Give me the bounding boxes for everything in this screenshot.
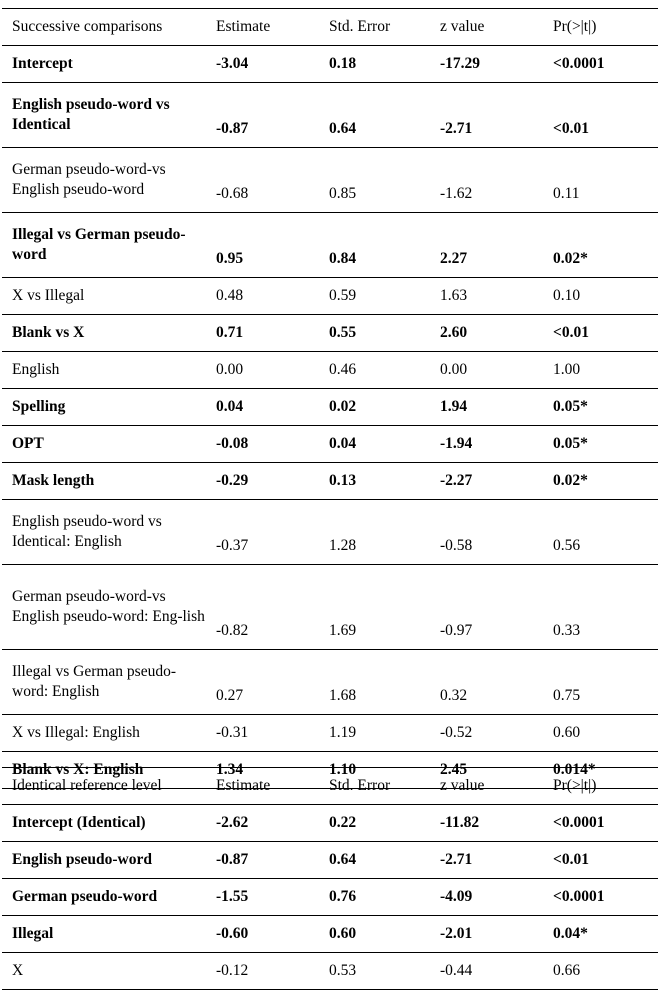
value-cell: 0.04 xyxy=(206,389,319,426)
row-label-cell: Mask length xyxy=(2,463,206,500)
value-cell: 0.014* xyxy=(543,752,658,789)
row-label-cell: English pseudo-word vs Identical xyxy=(2,83,206,148)
table-row xyxy=(2,46,658,83)
row-label-cell: Blank vs X xyxy=(2,315,206,352)
header-cell: Identical reference level xyxy=(2,768,206,805)
row-label-cell: OPT xyxy=(2,426,206,463)
row-label-cell: Spelling xyxy=(2,389,206,426)
value-cell: 0.53 xyxy=(319,953,430,990)
value-cell: 0.33 xyxy=(543,565,658,650)
table-row xyxy=(2,352,658,389)
value-cell: 0.00 xyxy=(206,352,319,389)
value-cell: 0.27 xyxy=(206,650,319,715)
value-cell: 1.94 xyxy=(430,389,543,426)
value-cell: 1.34 xyxy=(206,752,319,789)
value-cell: 0.13 xyxy=(319,463,430,500)
value-cell: 0.04* xyxy=(543,916,658,953)
value-cell: -0.97 xyxy=(430,565,543,650)
header-cell: z value xyxy=(430,768,543,805)
value-cell: -0.44 xyxy=(430,953,543,990)
header-cell: Estimate xyxy=(206,768,319,805)
value-cell: -0.08 xyxy=(206,426,319,463)
value-cell: 0.18 xyxy=(319,46,430,83)
value-cell: -11.82 xyxy=(430,805,543,842)
row-label-cell: Blank vs X: English xyxy=(2,752,206,789)
value-cell: <0.0001 xyxy=(543,46,658,83)
value-cell: 1.28 xyxy=(319,500,430,565)
successive-comparisons-table xyxy=(2,8,658,789)
value-cell: 1.00 xyxy=(543,352,658,389)
value-cell: 1.19 xyxy=(319,715,430,752)
value-cell: -3.04 xyxy=(206,46,319,83)
table-row xyxy=(2,879,658,916)
table-row xyxy=(2,389,658,426)
row-label-cell: Illegal vs German pseudo-word: English xyxy=(2,650,206,715)
value-cell: <0.01 xyxy=(543,83,658,148)
value-cell: 2.60 xyxy=(430,315,543,352)
header-cell: Successive comparisons xyxy=(2,9,206,46)
value-cell: 0.56 xyxy=(543,500,658,565)
row-label-cell: Illegal vs German pseudo-word xyxy=(2,213,206,278)
table-row xyxy=(2,426,658,463)
value-cell: -0.60 xyxy=(206,916,319,953)
value-cell: 0.64 xyxy=(319,83,430,148)
header-cell: Estimate xyxy=(206,9,319,46)
value-cell: 0.75 xyxy=(543,650,658,715)
value-cell: 0.59 xyxy=(319,278,430,315)
value-cell: 0.60 xyxy=(319,916,430,953)
table-row xyxy=(2,278,658,315)
row-label-cell: X vs Illegal: English xyxy=(2,715,206,752)
value-cell: -0.29 xyxy=(206,463,319,500)
value-cell: 0.04 xyxy=(319,426,430,463)
value-cell: -0.82 xyxy=(206,565,319,650)
value-cell: 0.64 xyxy=(319,842,430,879)
value-cell: 2.45 xyxy=(430,752,543,789)
row-label-cell: X xyxy=(2,953,206,990)
value-cell: 0.85 xyxy=(319,148,430,213)
row-label-cell: German pseudo-word-vs English pseudo-word: Eng-lish xyxy=(2,565,206,650)
value-cell: 0.32 xyxy=(430,650,543,715)
value-cell: -0.31 xyxy=(206,715,319,752)
value-cell: 1.63 xyxy=(430,278,543,315)
row-label-cell: Illegal xyxy=(2,916,206,953)
value-cell: -2.27 xyxy=(430,463,543,500)
value-cell: -17.29 xyxy=(430,46,543,83)
value-cell: -0.52 xyxy=(430,715,543,752)
row-label-cell: X vs Illegal xyxy=(2,278,206,315)
identical-reference-table xyxy=(2,767,658,990)
value-cell: -2.01 xyxy=(430,916,543,953)
value-cell: <0.0001 xyxy=(543,805,658,842)
table-row xyxy=(2,463,658,500)
table-row xyxy=(2,500,658,565)
table-row xyxy=(2,565,658,650)
table-row xyxy=(2,916,658,953)
row-label-cell: German pseudo-word-vs English pseudo-word xyxy=(2,148,206,213)
value-cell: 0.10 xyxy=(543,278,658,315)
value-cell: 0.02* xyxy=(543,463,658,500)
value-cell: 0.02* xyxy=(543,213,658,278)
value-cell: 1.69 xyxy=(319,565,430,650)
value-cell: -2.71 xyxy=(430,83,543,148)
header-cell: Pr(>|t|) xyxy=(543,9,658,46)
value-cell: 2.27 xyxy=(430,213,543,278)
value-cell: 0.46 xyxy=(319,352,430,389)
row-label-cell: English xyxy=(2,352,206,389)
value-cell: -0.68 xyxy=(206,148,319,213)
table-row xyxy=(2,315,658,352)
row-label-cell: German pseudo-word xyxy=(2,879,206,916)
table-row xyxy=(2,805,658,842)
value-cell: 0.60 xyxy=(543,715,658,752)
value-cell: <0.01 xyxy=(543,315,658,352)
table-row xyxy=(2,213,658,278)
table-row xyxy=(2,715,658,752)
value-cell: 0.84 xyxy=(319,213,430,278)
value-cell: 0.22 xyxy=(319,805,430,842)
value-cell: 0.05* xyxy=(543,426,658,463)
value-cell: 0.71 xyxy=(206,315,319,352)
table-row xyxy=(2,953,658,990)
value-cell: <0.01 xyxy=(543,842,658,879)
header-cell: Std. Error xyxy=(319,768,430,805)
header-cell: z value xyxy=(430,9,543,46)
header-cell: Std. Error xyxy=(319,9,430,46)
table-header-row xyxy=(2,9,658,46)
value-cell: -1.62 xyxy=(430,148,543,213)
table-row xyxy=(2,650,658,715)
row-label-cell: English pseudo-word vs Identical: English xyxy=(2,500,206,565)
header-cell: Pr(>|t|) xyxy=(543,768,658,805)
value-cell: -1.55 xyxy=(206,879,319,916)
value-cell: 1.10 xyxy=(319,752,430,789)
value-cell: 0.48 xyxy=(206,278,319,315)
row-label-cell: Intercept (Identical) xyxy=(2,805,206,842)
value-cell: 0.00 xyxy=(430,352,543,389)
value-cell: 0.66 xyxy=(543,953,658,990)
value-cell: 0.02 xyxy=(319,389,430,426)
value-cell: 0.76 xyxy=(319,879,430,916)
table-row xyxy=(2,83,658,148)
value-cell: -2.71 xyxy=(430,842,543,879)
value-cell: 0.95 xyxy=(206,213,319,278)
value-cell: -4.09 xyxy=(430,879,543,916)
row-label-cell: Intercept xyxy=(2,46,206,83)
value-cell: 1.68 xyxy=(319,650,430,715)
table-row xyxy=(2,842,658,879)
value-cell: <0.0001 xyxy=(543,879,658,916)
table-header-row xyxy=(2,768,658,805)
value-cell: -0.12 xyxy=(206,953,319,990)
table-row xyxy=(2,148,658,213)
value-cell: -2.62 xyxy=(206,805,319,842)
row-label-cell: English pseudo-word xyxy=(2,842,206,879)
value-cell: -1.94 xyxy=(430,426,543,463)
value-cell: -0.37 xyxy=(206,500,319,565)
value-cell: -0.58 xyxy=(430,500,543,565)
value-cell: -0.87 xyxy=(206,842,319,879)
value-cell: 0.11 xyxy=(543,148,658,213)
value-cell: 0.05* xyxy=(543,389,658,426)
value-cell: -0.87 xyxy=(206,83,319,148)
value-cell: 0.55 xyxy=(319,315,430,352)
